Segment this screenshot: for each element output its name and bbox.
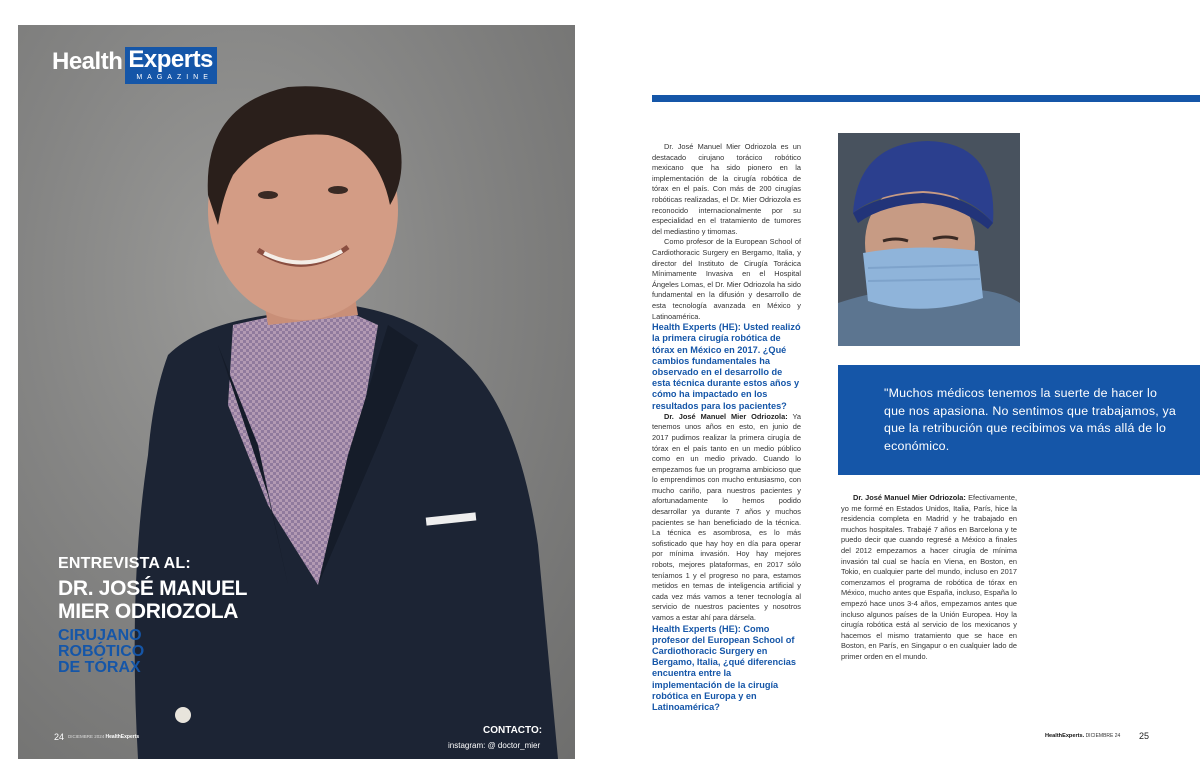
footer-right (1045, 733, 1120, 739)
contact-label: CONTACTO: (483, 725, 543, 736)
surgeon-photo (838, 133, 1020, 346)
surgeon-illustration (838, 133, 1020, 346)
answer-2-speaker: Dr. José Manuel Mier Odriozola: (853, 493, 966, 502)
page-number-left: 24 (54, 732, 65, 742)
answer-1-text: Ya tenemos unos años en esto, en junio de 2017 pudimos realizar la primera cirugía de tórax en el país tanto en un medio público como en un medio privado. Cuando lo empezamos fue un programa ambicioso que lo emprendimos con mucho entusiasmo, con mucho cariño, para nuestros pacientes y afortunadamente lo hemos podido desarrollar ya durante 7 años y muchos pacientes se han beneficiado de la técnica. La técnica es asombrosa, es lo más sofisticado que hay hoy en día para operar por mínima invasión. Hoy hay mejores robots, mejores plataformas, en 2017 sólo teníamos 1 y el progreso no para, estamos metidos en temas de inteligencia artificial y cada vez más vamos a tener tecnología al servicio de nuestros pacientes y nosotros vamos a estar ahí para dársela. (652, 411, 801, 622)
article-column-2 (841, 493, 1017, 663)
specialty-line2: ROBÓTICO (58, 643, 145, 660)
answer-1-speaker: Dr. José Manuel Mier Odriozola: (664, 411, 788, 421)
intro-paragraph-1: Dr. José Manuel Mier Odriozola es un destacado cirujano torácico robótico mexicano que ha sido pionero en la implementación de la cirugía robótica de tórax en el país. Con más de 200 cirugías robóticas realizadas, el Dr. Mier Odriozola es reconocido internacionalmente por su especialidad en el tratamiento de tumores del mediastino y timomas. (652, 142, 801, 236)
contact-instagram: instagram: @ doctor_mier (448, 741, 541, 750)
logo-experts: Experts (128, 46, 213, 73)
answer-2 (841, 493, 1017, 663)
interviewee-name-line1: DR. JOSÉ MANUEL (58, 577, 248, 600)
pull-quote-text: "Muchos médicos tenemos la suerte de hacer lo que nos apasiona. No sentimos que trabajamos, ya que la retribución que recibimos va más allá de lo económico. (884, 386, 1177, 453)
footer-right-brand: HealthExperts. (1045, 733, 1085, 739)
intro-paragraph-2: Como profesor de la European School of Cardiothoracic Surgery en Bergamo, Italia, y director del Instituto de Cirugía Torácica Mínimamente Invasiva en el Hospital Ángeles Lomas, el Dr. Mier Odriozola ha sido fundamental en la difusión y desarrollo de esta tecnología avanzada en México y Latinoamérica. (652, 237, 801, 321)
left-page-cover-photo (18, 25, 575, 759)
article-column-1 (652, 142, 801, 713)
pull-quote-box (838, 365, 1200, 475)
logo-experts-box (125, 47, 217, 84)
footer-right-date: DICIEMBRE 24 (1085, 733, 1121, 739)
footer-left (68, 734, 139, 740)
interviewee-name (58, 577, 378, 623)
specialty-line1: CIRUJANO (58, 627, 142, 644)
question-1: Health Experts (HE): Usted realizó la primera cirugía robótica de tórax en México en 2017. ¿Qué cambios fundamentales ha observado en el desarrollo de esta técnica durante estos años y cómo ha impactado en los resultados para los pacientes? (652, 322, 801, 411)
page-number-right: 25 (1139, 731, 1150, 741)
logo-magazine: MAGAZINE (136, 74, 213, 81)
interviewee-specialty (58, 628, 218, 676)
specialty-line3: DE TÓRAX (58, 659, 141, 676)
answer-1 (652, 412, 801, 624)
interviewee-name-line2: MIER ODRIOZOLA (58, 600, 239, 623)
answer-2-text: Efectivamente, yo me formé en Estados Unidos, Italia, París, hice la residencia completa en Madrid y he trabajado en muchos hospitales. Trabajé 7 años en Barcelona y te puedo decir que cuando regresé a México a finales del 2012 empezamos a hacer cirugía de mínima invasión tal cual se hacía en Viena, en Boston, en Tokio, en cualquier parte del mundo, incluso en 2017 comenzamos el programa de robótica de tórax en México, mucho antes que España, incluso, España lo empezó hace unos 3-4 años, empezamos antes que incluso algunos países de la Unión Europea. Hoy la cirugía robótica está al servicio de los mexicanos y hacemos el mismo tratamiento que se hace en Boston, en París, en Singapur o en cualquier lado de primer orden en el mundo. (841, 493, 1017, 661)
logo-health: Health (52, 48, 123, 75)
question-2: Health Experts (HE): Como profesor del European School of Cardiothoracic Surgery en Bergamo, Italia, ¿qué diferencias encuentra entre la implementación de la cirugía robótica en Europa y en Latinoamérica? (652, 623, 796, 713)
footer-left-date: DICIEMBRE 2024 (68, 734, 105, 739)
health-experts-logo (52, 47, 217, 84)
footer-left-brand: HealthExperts (105, 734, 140, 740)
interview-label: ENTREVISTA AL: (58, 555, 191, 572)
top-accent-bar (652, 95, 1200, 102)
